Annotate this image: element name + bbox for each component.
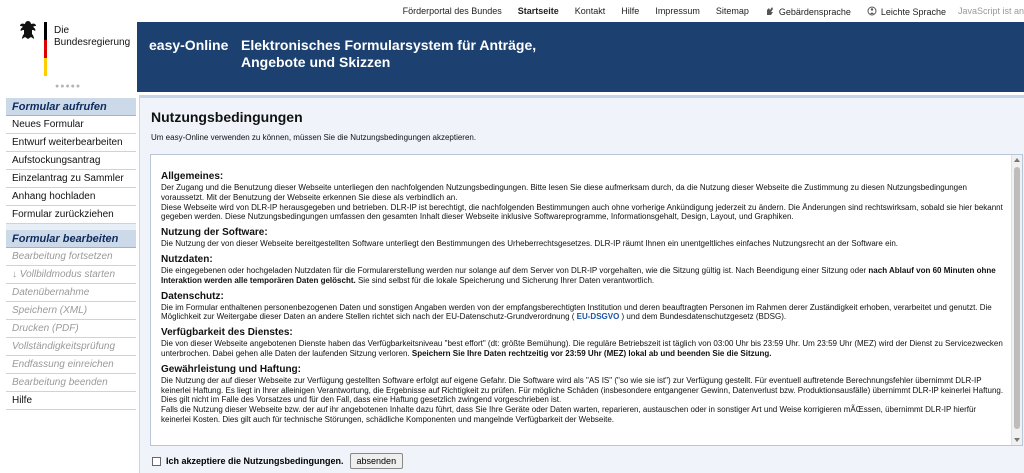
terms-text-verfuegbarkeit-bold: Speichern Sie Ihre Daten rechtzeitig vor 23:59 Uhr (MEZ) lokal ab und beenden Sie die Sitzung.	[411, 348, 772, 358]
logo-line-1: Die	[54, 25, 70, 36]
link-easy-language[interactable]	[867, 6, 946, 17]
logo-text	[54, 25, 130, 49]
sign-language-icon	[765, 6, 775, 16]
accept-checkbox[interactable]	[152, 457, 161, 466]
intro-text: Um easy-Online verwenden zu können, müssen Sie die Nutzungsbedingungen akzeptieren.	[151, 133, 477, 142]
german-flag-stripe	[44, 22, 47, 76]
terms-text-datenschutz	[161, 303, 1007, 323]
terms-heading-datenschutz: Datenschutz:	[161, 290, 224, 302]
sidebar-item-aufstockungsantrag[interactable]: Aufstockungsantrag	[6, 152, 136, 170]
top-navigation	[137, 0, 1024, 22]
terms-text-software: Die Nutzung der von dieser Webseite bereitgestellten Software unterliegt den Bestimmungen des Urheberrechtsgesetzes. DLR-IP räumt Ihnen ein unentgeltliches einfaches Nutzungsrecht an der Software ein.	[161, 239, 899, 249]
terms-text-datenschutz-1: Die im Formular enthaltenen personenbezogenen Daten und sonstigen Angaben werden von der empfangsberechtigten Institution und deren beauftragten Personen im Rahmen derer Zuständigkeit erhoben, verarbeitet und genutzt. Die Möglichkeit zur Weitergabe dieser Daten an andere Stellen richtet sich nach der EU-Datenschutz-Grundverordnung (	[161, 302, 992, 322]
main-panel	[139, 95, 1024, 473]
terms-heading-software: Nutzung der Software:	[161, 227, 268, 239]
sidebar-item-hilfe[interactable]: Hilfe	[6, 392, 136, 410]
terms-text-nutzdaten-1: Die eingegebenen oder hochgeladen Nutzdaten für die Formularerstellung werden nur solange auf dem Server von DLR-IP vorgehalten, wie die Sitzung gültig ist. Nach Beendigung einer Sitzung oder	[161, 265, 867, 275]
link-kontakt[interactable]: Kontakt	[574, 6, 606, 16]
sidebar-item-bearbeitung-fortsetzen: Bearbeitung fortsetzen	[6, 248, 136, 266]
easy-language-label: Leichte Sprache	[880, 6, 946, 17]
logo-dots: ●●●●●	[55, 83, 82, 90]
terms-text-verfuegbarkeit-1: Die von dieser Webseite angebotenen Dienste haben das Verfügbarkeitsniveau "best effort" (dt: größte Bemühung). Die reguläre Betriebszeit ist täglich von 03:00 Uhr bis 23:59 Uhr. Um 23:59 Uhr (MEZ) wird der Dienst zu Servicezwecken unterbrochen. Dabei gehen alle Daten der laufenden Sitzung verloren.	[161, 339, 1003, 358]
link-sitemap[interactable]: Sitemap	[715, 6, 749, 16]
sidebar-item-einzelantrag-zu-sammler[interactable]: Einzelantrag zu Sammler	[6, 170, 136, 188]
terms-text-nutzdaten-2: Sie sind selbst für die lokale Speicherung und Sicherung Ihrer Daten verantwortlich.	[357, 275, 655, 285]
scrollbar-thumb[interactable]	[1014, 167, 1020, 429]
bundesregierung-logo[interactable]	[0, 0, 137, 92]
sign-language-label: Gebärdensprache	[778, 6, 851, 17]
javascript-notice: JavaScript ist an	[957, 6, 1024, 16]
sidebar	[6, 98, 136, 410]
terms-text-haftung-2: Falls die Nutzung dieser Webseite bzw. der auf ihr angebotenen Inhalte dazu führt, dass Sie Ihre Geräte oder Daten warten, reparieren, austauschen oder in sonstiger Art und Weise korrigieren mÃŒssen, übernimmt DLR-IP hierfür keinerlei Kosten. Dies gilt auch für technische Störungen, schädliche Komponenten und mangelnde Verfügbarkeit der Webseite.	[161, 405, 977, 424]
sidebar-item-bearbeitung-beenden: Bearbeitung beenden	[6, 374, 136, 392]
sidebar-item-vollbildmodus-starten: ↓ Vollbildmodus starten	[6, 266, 136, 284]
link-sign-language[interactable]	[765, 6, 851, 17]
accept-row	[152, 453, 403, 469]
link-impressum[interactable]: Impressum	[655, 6, 700, 16]
submit-button[interactable]: absenden	[350, 453, 404, 469]
terms-heading-nutzdaten: Nutzdaten:	[161, 253, 213, 265]
terms-scrollbar[interactable]	[1011, 155, 1022, 445]
sidebar-item-entwurf-weiterbearbeiten[interactable]: Entwurf weiterbearbeiten	[6, 134, 136, 152]
terms-text-haftung-1: Die Nutzung der auf dieser Webseite zur Verfügung gestellten Software erfolgt auf eigene Gefahr. Die Software wird als "AS IS" ("so wie sie ist") zur Verfügung gestellt. Für eventuell auftretende Berechnungsfehler übernimmt DLR-IP keinerlei Haftung. Es liegt in Ihrer alleinigen Verantwortung, die Ergebnisse auf Richtigkeit zu prüfen. Für mögliche Schäden (insbesondere entgangener Gewinn, Datenverlust bzw. Produktionsausfälle) übernimmt DLR-IP keinerlei Haftung. Dies gilt nicht im Falle des Vorsatzes und für den Fall, dass eine Haftung gesetzlich zwingend vorgeschrieben ist.	[161, 375, 1004, 405]
sidebar-item-anhang-hochladen[interactable]: Anhang hochladen	[6, 188, 136, 206]
terms-scroll-box[interactable]	[150, 154, 1023, 446]
terms-heading-verfuegbarkeit: Verfügbarkeit des Dienstes:	[161, 327, 293, 339]
sidebar-section-formular-bearbeiten: Formular bearbeiten	[6, 230, 136, 248]
eu-dsgvo-link[interactable]: EU-DSGVO	[576, 312, 620, 322]
federal-eagle-icon	[19, 20, 37, 40]
page-title: Nutzungsbedingungen	[151, 109, 303, 125]
scroll-up-icon[interactable]	[1014, 158, 1020, 162]
sidebar-section-formular-aufrufen: Formular aufrufen	[6, 98, 136, 116]
link-foerderportal[interactable]: Förderportal des Bundes	[402, 6, 502, 16]
easy-language-icon	[867, 6, 877, 16]
sidebar-item-endfassung-einreichen: Endfassung einreichen	[6, 356, 136, 374]
terms-text-nutzdaten-bold: nach Ablauf von 60 Minuten ohne Interaktion werden alle temporären Daten gelöscht.	[161, 265, 996, 285]
terms-text-allgemeines-1: Der Zugang und die Benutzung dieser Webseite unterliegen den nachfolgenden Nutzungsbedingungen. Bitte lesen Sie diese aufmerksam durch, da die Nutzung dieser Webseite die Zustimmung zu diesen Nutzungsbedingungen voraussetzt. Mit der Benutzung der Webseite erkennen Sie diese als verbindlich an.	[161, 183, 968, 202]
sidebar-item-drucken-pdf: Drucken (PDF)	[6, 320, 136, 338]
terms-text-allgemeines-2: Diese Webseite wird von DLR-IP herausgegeben und betrieben. DLR-IP ist berechtigt, die nachfolgenden Bestimmungen auch ohne vorherige Ankündigung jederzeit zu ändern. Die Änderungen sind rechtswirksam, sobald sie hier bekannt gegeben werden. Diese Nutzungsbedingungen umfassen den gesamten Inhalt dieser Webseite inklusive Softwareprogramme, Informationsgehalt, Design, Layout, und Graphiken.	[161, 202, 1003, 222]
terms-text-datenschutz-2: ) und dem Bundesdatenschutzgesetz (BDSG).	[621, 312, 787, 322]
scroll-down-icon[interactable]	[1014, 438, 1020, 442]
link-startseite[interactable]: Startseite	[517, 6, 559, 16]
header-banner	[137, 22, 1024, 92]
logo-line-2: Bundesregierung	[54, 37, 131, 48]
terms-text-verfuegbarkeit	[161, 339, 1007, 359]
link-hilfe[interactable]: Hilfe	[621, 6, 640, 16]
terms-text-nutzdaten	[161, 266, 1007, 286]
accept-label[interactable]: Ich akzeptiere die Nutzungsbedingungen.	[166, 456, 344, 466]
sidebar-item-neues-formular[interactable]: Neues Formular	[6, 116, 136, 134]
sidebar-item-formular-zurueckziehen[interactable]: Formular zurückziehen	[6, 206, 136, 224]
sidebar-item-datenuebernahme: Datenübernahme	[6, 284, 136, 302]
app-name: easy-Online	[149, 37, 229, 53]
app-title: Elektronisches Formularsystem für Anträge, Angebote und Skizzen	[241, 37, 537, 70]
terms-heading-allgemeines: Allgemeines:	[161, 171, 224, 182]
terms-content	[161, 171, 1007, 425]
terms-heading-haftung: Gewährleistung und Haftung:	[161, 363, 301, 375]
sidebar-item-vollstaendigkeitspruefung: Vollständigkeitsprüfung	[6, 338, 136, 356]
sidebar-item-speichern-xml: Speichern (XML)	[6, 302, 136, 320]
